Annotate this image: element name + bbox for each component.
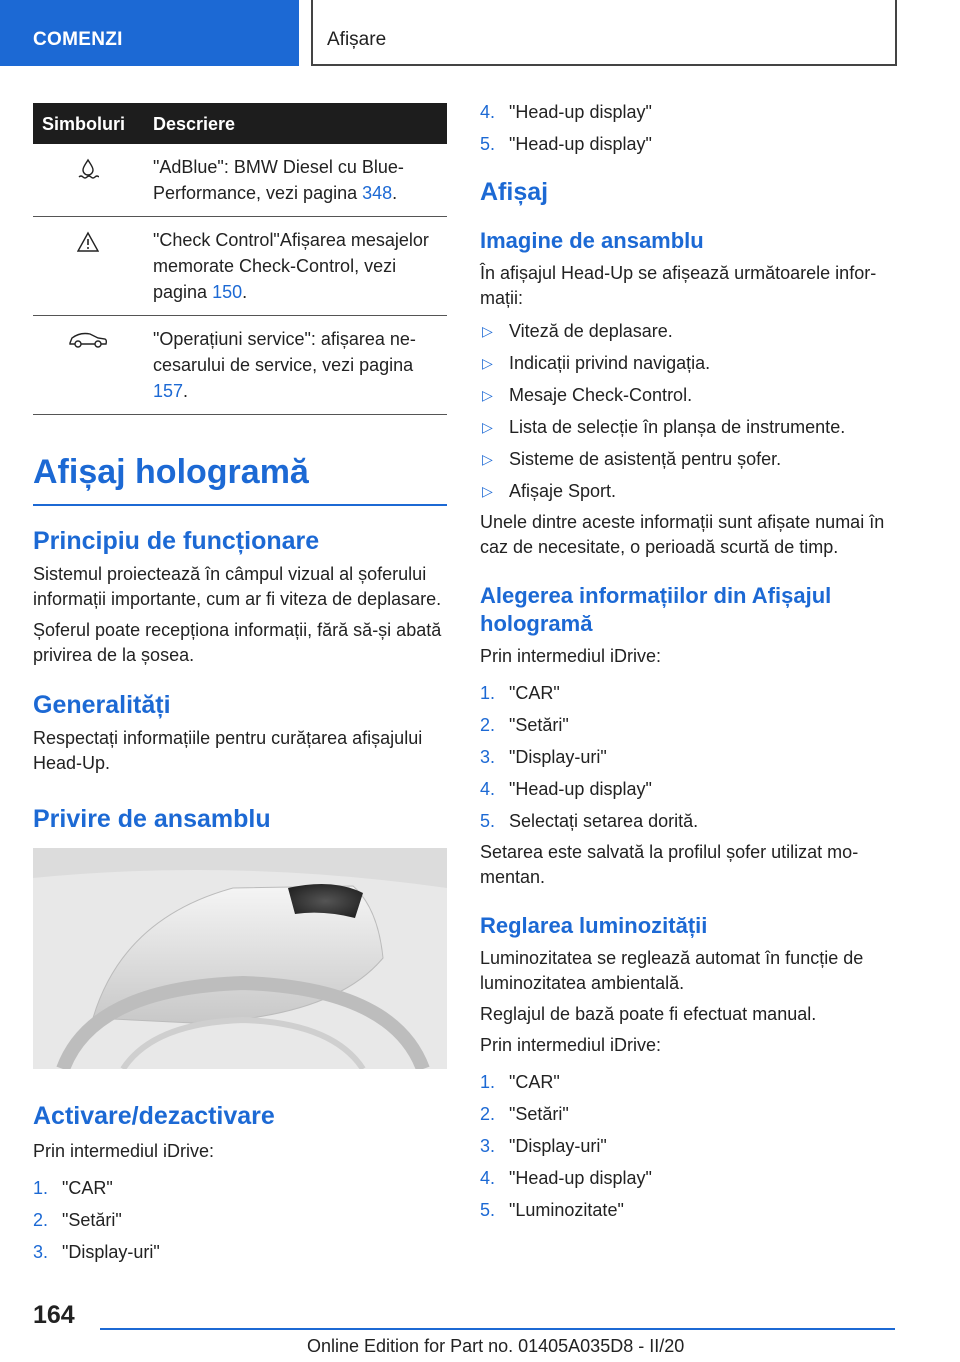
subsection-heading-selection: Alegerea informațiilor din Afișajul hologramă [480, 583, 832, 636]
list-item: 5. "Head-up display" [480, 134, 652, 154]
table-header [33, 103, 447, 144]
list-item: 4. "Head-up display" [480, 1168, 652, 1188]
paragraph: Prin intermediul iDrive: [480, 1035, 662, 1055]
list-item: ▷ Afișaje Sport. [480, 479, 898, 504]
triangle-bullet-icon: ▷ [482, 451, 493, 467]
list-item: 1. "CAR" [33, 1178, 113, 1198]
list-item: 2. "Setări" [480, 1104, 569, 1124]
chapter-title: Afișare [327, 29, 387, 50]
selection-steps [480, 681, 898, 834]
triangle-bullet-icon: ▷ [482, 419, 493, 435]
adblue-icon [77, 158, 99, 180]
row-text: "AdBlue": BMW Diesel cu BluePerformance, vezi pagina [153, 157, 404, 203]
list-item: 2. "Setări" [480, 715, 569, 735]
table-cell-icon [33, 217, 142, 316]
paragraph: Șoferul poate recepționa informații, fără să-și abată privirea de la șosea. [33, 620, 442, 665]
row-text: "Check Control"Afișarea mesajelor memorate Check-Control, vezi pagina [153, 230, 429, 302]
list-item: 4. "Head-up display" [480, 102, 652, 122]
hud-illustration [33, 848, 447, 1069]
subsection-heading-overview: Imagine de ansamblu [480, 228, 704, 253]
paragraph: Prin intermediul iDrive: [480, 646, 662, 666]
row-text: "Operațiuni service": afișarea necesarului de service, vezi pagina [153, 329, 416, 375]
paragraph: Unele dintre aceste informații sunt afișate numai în caz de necesitate, o perioadă scurtă de timp. [480, 512, 885, 557]
table-row [33, 316, 447, 415]
symbols-table [33, 103, 447, 415]
table-header-description: Descriere [142, 103, 447, 144]
page-ref-link[interactable]: 150 [212, 282, 243, 302]
chapter-header [311, 0, 897, 66]
list-item: 1. "CAR" [480, 683, 560, 703]
row-text-end: . [242, 282, 248, 302]
list-item: 5. Selectați setarea dorită. [480, 811, 699, 831]
list-item: ▷ Viteză de deplasare. [480, 319, 898, 344]
hud-photo [33, 848, 447, 1069]
section-heading-display: Afișaj [480, 178, 549, 206]
list-item: 4. "Head-up display" [480, 779, 652, 799]
row-text-end: . [183, 381, 189, 401]
car-service-icon [68, 330, 108, 350]
list-item: ▷ Sisteme de asistență pentru șofer. [480, 447, 898, 472]
paragraph: Setarea este salvată la profilul șofer utilizat momentan. [480, 842, 859, 887]
row-text-end: . [392, 183, 398, 203]
list-item: 3. "Display-uri" [33, 1242, 160, 1262]
triangle-bullet-icon: ▷ [482, 323, 493, 339]
section-heading-general: Generalități [33, 691, 171, 719]
display-info-list [480, 319, 898, 504]
triangle-bullet-icon: ▷ [482, 483, 493, 499]
section-tab [0, 0, 299, 66]
list-item: 1. "CAR" [480, 1072, 560, 1092]
section-label: COMENZI [33, 29, 123, 50]
list-item: ▷ Indicații privind navigația. [480, 351, 898, 376]
table-row [33, 217, 447, 316]
paragraph: Respectați informațiile pentru curățarea afișajului Head-Up. [33, 728, 423, 773]
triangle-bullet-icon: ▷ [482, 387, 493, 403]
list-item: ▷ Lista de selecție în planșa de instrumente. [480, 415, 898, 440]
list-item: 3. "Display-uri" [480, 747, 607, 767]
list-item: 3. "Display-uri" [480, 1136, 607, 1156]
brightness-steps [480, 1070, 898, 1223]
list-item: 2. "Setări" [33, 1210, 122, 1230]
triangle-bullet-icon: ▷ [482, 355, 493, 371]
warning-triangle-icon [77, 231, 99, 253]
right-column [480, 100, 898, 1223]
table-cell-description [142, 316, 447, 415]
section-heading-activation: Activare/dezactivare [33, 1102, 275, 1130]
paragraph: Sistemul proiectează în câmpul vizual al șoferului informații importante, cum ar fi viteza de deplasare. [33, 564, 442, 609]
table-cell-icon [33, 144, 142, 217]
paragraph: Prin intermediul iDrive: [33, 1141, 215, 1161]
page-number: 164 [33, 1301, 75, 1329]
continued-steps [480, 100, 898, 157]
subsection-heading-brightness: Reglarea luminozității [480, 913, 708, 938]
table-cell-description [142, 144, 447, 217]
table-row [33, 144, 447, 217]
edition-text: Online Edition for Part no. 01405A035D8 - II/20 [307, 1336, 685, 1356]
page-ref-link[interactable]: 348 [362, 183, 393, 203]
section-heading-principle: Principiu de funcționare [33, 527, 320, 555]
table-cell-icon [33, 316, 142, 415]
table-header-symbols: Simboluri [33, 103, 142, 144]
table-cell-description [142, 217, 447, 316]
footer-divider [100, 1328, 895, 1330]
page-ref-link[interactable]: 157 [153, 381, 184, 401]
paragraph: Luminozitatea se reglează automat în funcție de luminozitatea ambientală. [480, 948, 864, 993]
list-item: ▷ Mesaje Check-Control. [480, 383, 898, 408]
left-column [33, 103, 447, 1265]
paragraph: În afișajul Head-Up se afișează următoarele informații: [480, 263, 877, 308]
activation-steps [33, 1176, 447, 1265]
list-item: 5. "Luminozitate" [480, 1200, 624, 1220]
paragraph: Reglajul de bază poate fi efectuat manual. [480, 1004, 817, 1024]
section-heading-overview: Privire de ansamblu [33, 805, 271, 833]
page-heading: Afișaj hologramă [33, 453, 447, 506]
